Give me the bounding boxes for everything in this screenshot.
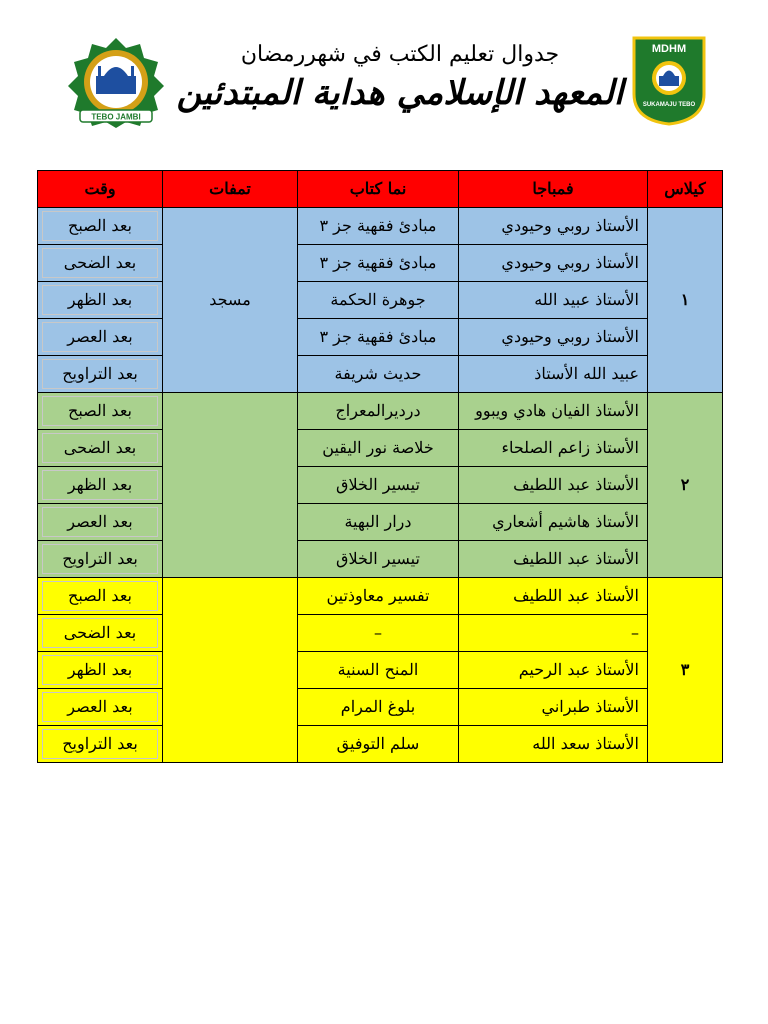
time-cell [38, 689, 163, 726]
book-cell: درديرالمعراج [298, 393, 459, 430]
institution-seal-icon [66, 36, 166, 128]
teacher-cell: الأستاذ روبي وحيودي [459, 319, 648, 356]
time-label: بعد العصر [42, 322, 158, 352]
time-cell [38, 356, 163, 393]
time-label: بعد التراويح [42, 544, 158, 574]
class-number-cell: ٢ [648, 393, 723, 578]
book-cell: – [298, 615, 459, 652]
time-label: بعد الصبح [42, 211, 158, 241]
book-cell: تيسير الخلاق [298, 467, 459, 504]
time-cell [38, 726, 163, 763]
book-cell: المنح السنية [298, 652, 459, 689]
teacher-cell: الأستاذ عبد اللطيف [459, 578, 648, 615]
class-number-cell: ٣ [648, 578, 723, 763]
book-cell: مبادئ فقهية جز ٣ [298, 208, 459, 245]
time-cell [38, 282, 163, 319]
book-cell: حديث شريفة [298, 356, 459, 393]
schedule-subtitle: جدوال تعليم الكتب في شهررمضان [240, 42, 560, 67]
time-cell [38, 652, 163, 689]
teacher-cell: الأستاذ سعد الله [459, 726, 648, 763]
table-row [38, 356, 723, 393]
badge-bottom-text: SUKAMAJU TEBO [642, 102, 696, 108]
column-header-class: كيلاس [648, 171, 723, 208]
time-label: بعد الضحى [42, 618, 158, 648]
time-cell [38, 467, 163, 504]
book-cell: مبادئ فقهية جز ٣ [298, 319, 459, 356]
time-cell [38, 393, 163, 430]
book-cell: تيسير الخلاق [298, 541, 459, 578]
time-cell [38, 430, 163, 467]
place-cell [163, 578, 298, 763]
book-cell: درار البهية [298, 504, 459, 541]
teacher-cell: الأستاذ طبراني [459, 689, 648, 726]
table-row [38, 245, 723, 282]
time-cell [38, 578, 163, 615]
class-number-cell: ١ [648, 208, 723, 393]
teacher-cell: الأستاذ عبد اللطيف [459, 467, 648, 504]
time-cell [38, 245, 163, 282]
table-row [38, 393, 723, 430]
time-cell [38, 504, 163, 541]
book-cell: تفسير معاوذتين [298, 578, 459, 615]
teacher-cell: الأستاذ عبد اللطيف [459, 541, 648, 578]
time-label: بعد الظهر [42, 655, 158, 685]
column-header-place: تمفات [163, 171, 298, 208]
schedule-table [37, 170, 723, 763]
table-row [38, 578, 723, 615]
place-cell: مسجد [163, 208, 298, 393]
place-cell [163, 393, 298, 578]
table-row [38, 541, 723, 578]
table-row [38, 726, 723, 763]
table-row [38, 282, 723, 319]
page-header [0, 0, 768, 160]
table-row [38, 652, 723, 689]
title-block [175, 40, 625, 116]
teacher-cell: الأستاذ عبد الرحيم [459, 652, 648, 689]
book-cell: خلاصة نور اليقين [298, 430, 459, 467]
time-label: بعد الصبح [42, 396, 158, 426]
book-cell: مبادئ فقهية جز ٣ [298, 245, 459, 282]
time-cell [38, 319, 163, 356]
time-label: بعد الظهر [42, 470, 158, 500]
time-cell [38, 615, 163, 652]
badge-top-text: MDHM [651, 43, 687, 55]
schedule-body [38, 208, 723, 763]
teacher-cell: الأستاذ روبي وحيودي [459, 245, 648, 282]
time-label: بعد العصر [42, 507, 158, 537]
book-cell: بلوغ المرام [298, 689, 459, 726]
teacher-cell: – [459, 615, 648, 652]
seal-ribbon-text: TEBO JAMBI [91, 112, 141, 122]
teacher-cell: الأستاذ هاشيم أشعاري [459, 504, 648, 541]
mdhm-badge-icon [630, 34, 708, 126]
time-cell [38, 208, 163, 245]
time-label: بعد الصبح [42, 581, 158, 611]
book-cell: سلم التوفيق [298, 726, 459, 763]
book-cell: جوهرة الحكمة [298, 282, 459, 319]
time-label: بعد التراويح [42, 729, 158, 759]
time-label: بعد العصر [42, 692, 158, 722]
table-row [38, 689, 723, 726]
teacher-cell: الأستاذ زاعم الصلحاء [459, 430, 648, 467]
time-label: بعد الضحى [42, 248, 158, 278]
column-header-teacher: فمباجا [459, 171, 648, 208]
table-row [38, 208, 723, 245]
teacher-cell: الأستاذ عبيد الله [459, 282, 648, 319]
table-row [38, 467, 723, 504]
table-header-row [38, 171, 723, 208]
table-row [38, 319, 723, 356]
teacher-cell: الأستاذ روبي وحيودي [459, 208, 648, 245]
teacher-cell: الأستاذ الفيان هادي ويبوو [459, 393, 648, 430]
table-row [38, 504, 723, 541]
time-cell [38, 541, 163, 578]
teacher-cell: عبيد الله الأستاذ [459, 356, 648, 393]
time-label: بعد الظهر [42, 285, 158, 315]
table-row [38, 615, 723, 652]
column-header-book: نما كتاب [298, 171, 459, 208]
column-header-time: وقت [38, 171, 163, 208]
time-label: بعد التراويح [42, 359, 158, 389]
table-row [38, 430, 723, 467]
time-label: بعد الضحى [42, 433, 158, 463]
institution-title: المعهد الإسلامي هداية المبتدئين [176, 73, 624, 113]
